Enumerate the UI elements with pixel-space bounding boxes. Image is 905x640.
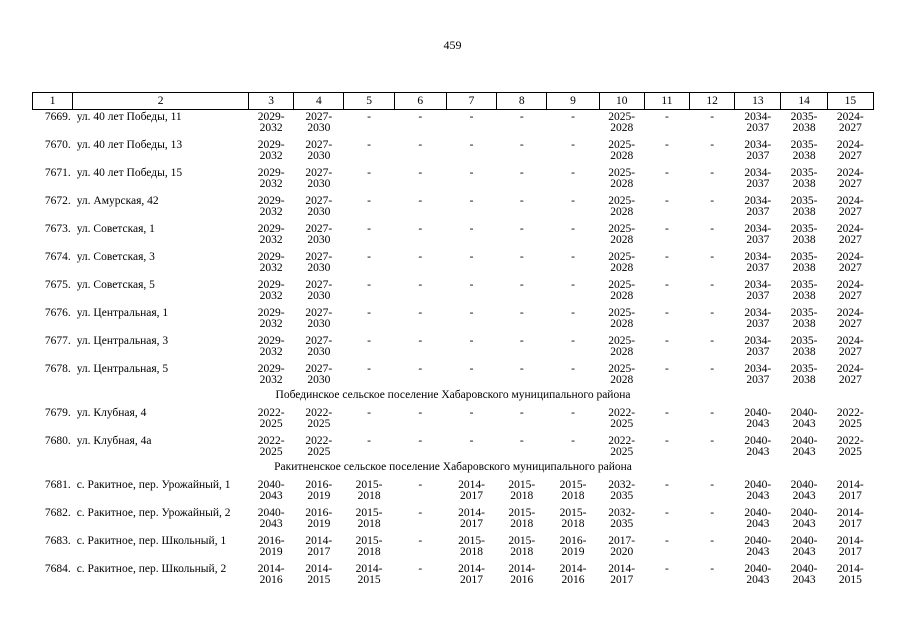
table-row: [33, 222, 874, 250]
period-cell-col-13: 2034- 2037: [744, 250, 772, 274]
period-cell-col-15: 2014- 2017: [836, 478, 864, 502]
row-number: 7674.: [44, 250, 71, 263]
period-cell-col-10: 2032- 2035: [608, 478, 636, 502]
period-cell-col-12: -: [710, 478, 715, 491]
period-cell-col-4: 2027- 2030: [305, 138, 333, 162]
address-cell: ул. 40 лет Победы, 13: [76, 138, 183, 151]
column-header-11: 11: [644, 93, 689, 110]
address-cell: с. Ракитное, пер. Школьный, 1: [76, 534, 227, 547]
address-cell: с. Ракитное, пер. Школьный, 2: [76, 562, 227, 575]
period-cell-col-4: 2027- 2030: [305, 250, 333, 274]
period-cell-col-10: 2025- 2028: [608, 362, 636, 386]
period-cell-col-8: -: [519, 166, 524, 179]
table-row: [33, 306, 874, 334]
period-cell-col-13: 2034- 2037: [744, 138, 772, 162]
period-cell-col-8: 2015- 2018: [508, 534, 536, 558]
period-cell-col-3: 2029- 2032: [257, 334, 285, 358]
period-cell-col-4: 2027- 2030: [305, 334, 333, 358]
period-cell-col-6: -: [418, 562, 423, 575]
period-cell-col-9: -: [571, 166, 575, 179]
period-cell-col-5: 2015- 2018: [355, 534, 383, 558]
page-number: 459: [443, 38, 462, 52]
period-cell-col-4: 2022- 2025: [305, 434, 333, 458]
period-cell-col-6: -: [418, 434, 423, 447]
period-cell-col-8: -: [519, 306, 524, 319]
period-cell-col-12: -: [710, 222, 715, 235]
period-cell-col-14: 2040- 2043: [790, 406, 818, 430]
period-cell-col-3: 2029- 2032: [257, 194, 285, 218]
column-header-7: 7: [446, 93, 496, 110]
period-cell-col-4: 2027- 2030: [305, 222, 333, 246]
period-cell-col-11: -: [665, 362, 669, 375]
period-cell-col-15: 2024- 2027: [836, 111, 864, 134]
period-cell-col-5: -: [367, 306, 371, 319]
period-cell-col-15: 2024- 2027: [836, 222, 864, 246]
address-cell: ул. Амурская, 42: [76, 194, 159, 207]
period-cell-col-15: 2024- 2027: [836, 194, 864, 218]
period-cell-col-11: -: [665, 562, 669, 575]
period-cell-col-10: 2025- 2028: [608, 166, 636, 190]
period-cell-col-8: -: [519, 194, 524, 207]
period-cell-col-6: -: [418, 534, 423, 547]
period-cell-col-5: -: [367, 166, 371, 179]
period-cell-col-4: 2027- 2030: [305, 278, 333, 302]
period-cell-col-12: -: [710, 562, 715, 575]
row-number: 7676.: [44, 306, 71, 319]
period-cell-col-9: -: [571, 334, 575, 347]
period-cell-col-9: -: [571, 138, 575, 151]
period-cell-col-6: -: [418, 111, 423, 123]
period-cell-col-10: 2014- 2017: [608, 562, 636, 586]
period-cell-col-4: 2027- 2030: [305, 194, 333, 218]
table-row: [33, 406, 874, 434]
period-cell-col-11: -: [665, 506, 669, 519]
period-cell-col-8: -: [519, 111, 524, 123]
period-cell-col-15: 2024- 2027: [836, 362, 864, 386]
row-number: 7683.: [44, 534, 71, 547]
period-cell-col-8: 2015- 2018: [508, 478, 536, 502]
period-cell-col-8: -: [519, 406, 524, 419]
period-cell-col-3: 2029- 2032: [257, 278, 285, 302]
address-cell: ул. 40 лет Победы, 11: [76, 111, 182, 123]
period-cell-col-9: -: [571, 362, 575, 375]
period-cell-col-15: 2024- 2027: [836, 306, 864, 330]
column-header-2: 2: [73, 93, 249, 110]
period-cell-col-13: 2040- 2043: [744, 406, 772, 430]
section-heading-row: [33, 462, 874, 478]
period-cell-col-14: 2035- 2038: [790, 306, 818, 330]
column-header-13: 13: [735, 93, 781, 110]
table-row: [33, 138, 874, 166]
period-cell-col-3: 2029- 2032: [257, 250, 285, 274]
row-number: 7678.: [44, 362, 71, 375]
column-header-3: 3: [249, 93, 294, 110]
address-cell: ул. 40 лет Победы, 15: [76, 166, 183, 179]
period-cell-col-5: -: [367, 278, 371, 291]
row-number: 7672.: [44, 194, 71, 207]
period-cell-col-7: -: [469, 434, 474, 447]
table-row: [33, 434, 874, 462]
period-cell-col-5: -: [367, 222, 371, 235]
period-cell-col-3: 2029- 2032: [257, 362, 285, 386]
column-header-10: 10: [599, 93, 644, 110]
period-cell-col-10: 2025- 2028: [608, 138, 636, 162]
period-cell-col-8: -: [519, 138, 524, 151]
period-cell-col-9: -: [571, 194, 575, 207]
period-cell-col-5: 2015- 2018: [355, 478, 383, 502]
period-cell-col-10: 2025- 2028: [608, 306, 636, 330]
period-cell-col-14: 2035- 2038: [790, 138, 818, 162]
period-cell-col-8: 2015- 2018: [508, 506, 536, 530]
period-cell-col-12: -: [710, 506, 715, 519]
period-cell-col-14: 2035- 2038: [790, 194, 818, 218]
period-cell-col-4: 2027- 2030: [305, 306, 333, 330]
period-cell-col-3: 2029- 2032: [257, 306, 285, 330]
period-cell-col-5: -: [367, 138, 371, 151]
period-cell-col-9: 2016- 2019: [559, 534, 587, 558]
row-number: 7682.: [44, 506, 71, 519]
period-cell-col-13: 2034- 2037: [744, 166, 772, 190]
period-cell-col-6: -: [418, 334, 423, 347]
address-cell: с. Ракитное, пер. Урожайный, 2: [76, 506, 231, 519]
period-cell-col-5: -: [367, 406, 371, 419]
period-cell-col-10: 2017- 2020: [608, 534, 636, 558]
period-cell-col-3: 2029- 2032: [257, 222, 285, 246]
period-cell-col-15: 2014- 2017: [836, 506, 864, 530]
period-cell-col-6: -: [418, 222, 423, 235]
period-cell-col-13: 2040- 2043: [744, 534, 772, 558]
column-header-9: 9: [547, 93, 599, 110]
period-cell-col-11: -: [665, 334, 669, 347]
section-heading-row: [33, 390, 874, 406]
period-cell-col-10: 2025- 2028: [608, 334, 636, 358]
period-cell-col-9: -: [571, 434, 575, 447]
row-number: 7681.: [44, 478, 71, 491]
table-row: [33, 506, 874, 534]
period-cell-col-4: 2027- 2030: [305, 362, 333, 386]
period-cell-col-6: -: [418, 506, 423, 519]
period-cell-col-10: 2025- 2028: [608, 222, 636, 246]
period-cell-col-14: 2040- 2043: [790, 562, 818, 586]
period-cell-col-4: 2014- 2017: [305, 534, 333, 558]
period-cell-col-12: -: [710, 138, 715, 151]
period-cell-col-6: -: [418, 250, 423, 263]
table-row: [33, 110, 874, 138]
period-cell-col-3: 2016- 2019: [257, 534, 285, 558]
period-cell-col-14: 2035- 2038: [790, 334, 818, 358]
column-header-8: 8: [497, 93, 547, 110]
period-cell-col-13: 2040- 2043: [744, 478, 772, 502]
period-cell-col-8: -: [519, 362, 524, 375]
column-header-4: 4: [294, 93, 344, 110]
address-cell: ул. Центральная, 3: [76, 334, 169, 347]
period-cell-col-9: 2014- 2016: [559, 562, 587, 586]
period-cell-col-12: -: [710, 250, 715, 263]
table-row: [33, 166, 874, 194]
period-cell-col-7: 2014- 2017: [458, 506, 485, 530]
period-cell-col-12: -: [710, 534, 715, 547]
table-row: [33, 362, 874, 390]
period-cell-col-5: -: [367, 250, 371, 263]
period-cell-col-11: -: [665, 222, 669, 235]
section-heading: Ракитненское сельское поселение Хабаровского муниципального района: [274, 460, 632, 473]
period-cell-col-12: -: [710, 111, 715, 123]
period-cell-col-10: 2025- 2028: [608, 250, 636, 274]
row-number: 7680.: [44, 434, 71, 447]
table-row: [33, 250, 874, 278]
period-cell-col-5: -: [367, 434, 371, 447]
period-cell-col-4: 2014- 2015: [305, 562, 333, 586]
period-cell-col-12: -: [710, 194, 715, 207]
period-cell-col-14: 2035- 2038: [790, 166, 818, 190]
table-row: [33, 278, 874, 306]
period-cell-col-13: 2034- 2037: [744, 362, 772, 386]
period-cell-col-11: -: [665, 111, 669, 123]
table-row: [33, 194, 874, 222]
column-header-1: 1: [33, 93, 73, 110]
period-cell-col-6: -: [418, 166, 423, 179]
period-cell-col-6: -: [418, 138, 423, 151]
address-cell: ул. Клубная, 4а: [76, 434, 152, 447]
period-cell-col-3: 2040- 2043: [257, 478, 285, 502]
period-cell-col-7: -: [469, 334, 474, 347]
period-cell-col-3: 2022- 2025: [257, 434, 285, 458]
column-header-6: 6: [394, 93, 446, 110]
period-cell-col-5: -: [367, 334, 371, 347]
period-cell-col-15: 2024- 2027: [836, 250, 864, 274]
period-cell-col-8: -: [519, 278, 524, 291]
address-cell: ул. Советская, 5: [76, 278, 155, 291]
period-cell-col-15: 2024- 2027: [836, 138, 864, 162]
period-cell-col-13: 2034- 2037: [744, 111, 772, 134]
period-cell-col-9: -: [571, 250, 575, 263]
period-cell-col-15: 2024- 2027: [836, 334, 864, 358]
period-cell-col-11: -: [665, 278, 669, 291]
period-cell-col-9: 2015- 2018: [559, 478, 587, 502]
period-cell-col-6: -: [418, 278, 423, 291]
period-cell-col-9: -: [571, 222, 575, 235]
period-cell-col-5: 2014- 2015: [355, 562, 383, 586]
period-cell-col-3: 2022- 2025: [257, 406, 285, 430]
period-cell-col-11: -: [665, 434, 669, 447]
period-cell-col-7: 2015- 2018: [458, 534, 485, 558]
period-cell-col-7: -: [469, 406, 474, 419]
table-row: [33, 334, 874, 362]
period-cell-col-13: 2040- 2043: [744, 434, 772, 458]
row-number: 7673.: [44, 222, 71, 235]
table-header-row: [33, 93, 874, 110]
period-cell-col-7: -: [469, 138, 474, 151]
period-cell-col-11: -: [665, 534, 669, 547]
address-cell: ул. Центральная, 1: [76, 306, 169, 319]
period-cell-col-14: 2040- 2043: [790, 478, 818, 502]
period-cell-col-12: -: [710, 278, 715, 291]
period-cell-col-4: 2027- 2030: [305, 166, 333, 190]
period-cell-col-9: -: [571, 306, 575, 319]
address-cell: ул. Советская, 1: [76, 222, 155, 235]
column-header-12: 12: [690, 93, 735, 110]
period-cell-col-6: -: [418, 194, 423, 207]
period-cell-col-14: 2040- 2043: [790, 534, 818, 558]
column-header-5: 5: [344, 93, 394, 110]
table-row: [33, 562, 874, 590]
table-row: [33, 478, 874, 506]
period-cell-col-4: 2016- 2019: [305, 478, 333, 502]
table-row: [33, 534, 874, 562]
period-cell-col-7: 2014- 2017: [458, 562, 485, 586]
period-cell-col-5: -: [367, 362, 371, 375]
period-cell-col-12: -: [710, 434, 715, 447]
period-cell-col-7: -: [469, 250, 474, 263]
period-cell-col-7: -: [469, 166, 474, 179]
period-cell-col-14: 2040- 2043: [790, 434, 818, 458]
period-cell-col-13: 2034- 2037: [744, 194, 772, 218]
period-cell-col-5: -: [367, 194, 371, 207]
period-cell-col-15: 2022- 2025: [836, 434, 864, 458]
period-cell-col-15: 2024- 2027: [836, 278, 864, 302]
period-cell-col-3: 2029- 2032: [257, 138, 285, 162]
period-cell-col-13: 2040- 2043: [744, 506, 772, 530]
period-cell-col-3: 2014- 2016: [257, 562, 285, 586]
period-cell-col-13: 2034- 2037: [744, 222, 772, 246]
period-cell-col-11: -: [665, 478, 669, 491]
period-cell-col-6: -: [418, 478, 423, 491]
period-cell-col-7: -: [469, 362, 474, 375]
period-cell-col-14: 2035- 2038: [790, 222, 818, 246]
period-cell-col-6: -: [418, 406, 423, 419]
period-cell-col-7: -: [469, 194, 474, 207]
row-number: 7669.: [44, 111, 71, 123]
period-cell-col-13: 2034- 2037: [744, 334, 772, 358]
period-cell-col-10: 2025- 2028: [608, 194, 636, 218]
address-cell: ул. Советская, 3: [76, 250, 155, 263]
address-cell: с. Ракитное, пер. Урожайный, 1: [76, 478, 231, 491]
column-header-15: 15: [827, 93, 873, 110]
period-cell-col-10: 2025- 2028: [608, 111, 636, 134]
period-cell-col-15: 2024- 2027: [836, 166, 864, 190]
period-cell-col-13: 2034- 2037: [744, 278, 772, 302]
section-heading: Побединское сельское поселение Хабаровского муниципального района: [275, 388, 631, 401]
row-number: 7677.: [44, 334, 71, 347]
period-cell-col-12: -: [710, 334, 715, 347]
housing-repair-schedule-table: [32, 92, 874, 590]
period-cell-col-8: -: [519, 334, 524, 347]
period-cell-col-7: 2014- 2017: [458, 478, 485, 502]
address-cell: ул. Центральная, 5: [76, 362, 169, 375]
period-cell-col-11: -: [665, 250, 669, 263]
period-cell-col-5: -: [367, 111, 371, 123]
period-cell-col-14: 2035- 2038: [790, 278, 818, 302]
period-cell-col-14: 2035- 2038: [790, 362, 818, 386]
period-cell-col-7: -: [469, 111, 474, 123]
period-cell-col-3: 2040- 2043: [257, 506, 285, 530]
period-cell-col-5: 2015- 2018: [355, 506, 383, 530]
period-cell-col-11: -: [665, 166, 669, 179]
row-number: 7679.: [44, 406, 71, 419]
period-cell-col-15: 2014- 2017: [836, 534, 864, 558]
period-cell-col-12: -: [710, 166, 715, 179]
period-cell-col-8: -: [519, 434, 524, 447]
period-cell-col-9: 2015- 2018: [559, 506, 587, 530]
period-cell-col-10: 2022- 2025: [608, 434, 636, 458]
row-number: 7671.: [44, 166, 71, 179]
row-number: 7675.: [44, 278, 71, 291]
period-cell-col-11: -: [665, 406, 669, 419]
period-cell-col-12: -: [710, 406, 715, 419]
period-cell-col-15: 2014- 2015: [836, 562, 864, 586]
period-cell-col-4: 2027- 2030: [305, 111, 333, 134]
period-cell-col-9: -: [571, 406, 575, 419]
period-cell-col-3: 2029- 2032: [257, 111, 285, 134]
period-cell-col-7: -: [469, 278, 474, 291]
period-cell-col-11: -: [665, 306, 669, 319]
address-cell: ул. Клубная, 4: [76, 406, 147, 419]
period-cell-col-14: 2035- 2038: [790, 250, 818, 274]
period-cell-col-10: 2025- 2028: [608, 278, 636, 302]
period-cell-col-6: -: [418, 306, 423, 319]
period-cell-col-7: -: [469, 222, 474, 235]
period-cell-col-6: -: [418, 362, 423, 375]
period-cell-col-13: 2040- 2043: [744, 562, 772, 586]
row-number: 7684.: [44, 562, 71, 575]
period-cell-col-14: 2040- 2043: [790, 506, 818, 530]
period-cell-col-10: 2032- 2035: [608, 506, 636, 530]
period-cell-col-4: 2022- 2025: [305, 406, 333, 430]
period-cell-col-3: 2029- 2032: [257, 166, 285, 190]
period-cell-col-11: -: [665, 138, 669, 151]
column-header-14: 14: [781, 93, 827, 110]
period-cell-col-12: -: [710, 306, 715, 319]
period-cell-col-11: -: [665, 194, 669, 207]
period-cell-col-8: -: [519, 222, 524, 235]
period-cell-col-9: -: [571, 111, 575, 123]
period-cell-col-8: 2014- 2016: [508, 562, 536, 586]
period-cell-col-15: 2022- 2025: [836, 406, 864, 430]
period-cell-col-7: -: [469, 306, 474, 319]
row-number: 7670.: [44, 138, 71, 151]
period-cell-col-12: -: [710, 362, 715, 375]
period-cell-col-14: 2035- 2038: [790, 111, 818, 134]
period-cell-col-10: 2022- 2025: [608, 406, 636, 430]
period-cell-col-8: -: [519, 250, 524, 263]
period-cell-col-9: -: [571, 278, 575, 291]
period-cell-col-13: 2034- 2037: [744, 306, 772, 330]
period-cell-col-4: 2016- 2019: [305, 506, 333, 530]
